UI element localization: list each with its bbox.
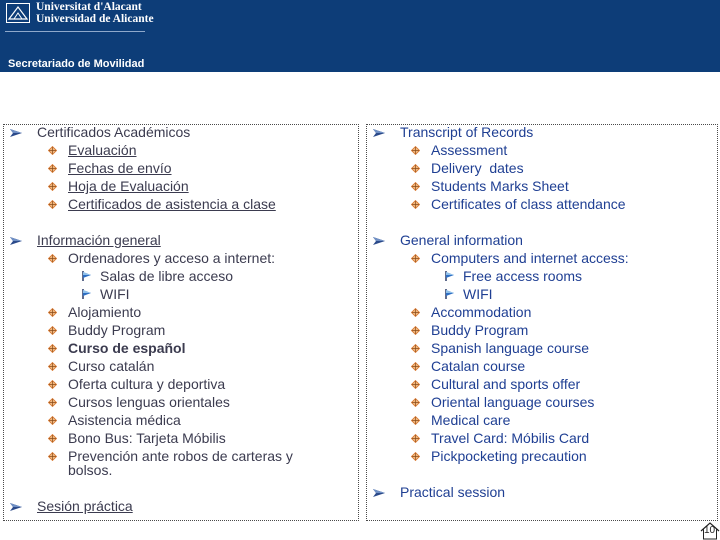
- arrow-icon: [9, 502, 23, 512]
- list-item: Asistencia médica: [68, 412, 181, 428]
- diamond-icon: [411, 416, 420, 425]
- university-name-spanish: Universidad de Alicante: [36, 13, 154, 25]
- link-hoja-evaluacion[interactable]: Hoja de Evaluación: [68, 178, 189, 194]
- list-item: Prevención ante robos de carteras y: [68, 448, 293, 464]
- sub-item-salas: Salas de libre acceso: [100, 268, 234, 284]
- diamond-icon: [48, 182, 57, 191]
- section-title-practical: Practical session: [400, 484, 506, 500]
- diamond-icon: [48, 344, 57, 353]
- department-title: Secretariado de Movilidad: [8, 58, 145, 70]
- diamond-icon: [411, 362, 420, 371]
- diamond-icon: [411, 326, 420, 335]
- list-item: Buddy Program: [431, 322, 529, 338]
- diamond-icon: [411, 182, 420, 191]
- list-item: Delivery dates: [431, 160, 524, 176]
- diamond-icon: [48, 434, 57, 443]
- flag-icon: [81, 288, 93, 300]
- section-title-records: Transcript of Records: [400, 124, 534, 140]
- header-banner: [0, 0, 720, 72]
- diamond-icon: [411, 452, 420, 461]
- diamond-icon: [48, 200, 57, 209]
- arrow-icon: [372, 236, 386, 246]
- link-informacion-general[interactable]: Información general: [37, 232, 161, 248]
- page-number: 10: [704, 525, 716, 536]
- arrow-icon: [9, 236, 23, 246]
- list-item: Cultural and sports offer: [431, 376, 581, 392]
- arrow-icon: [372, 488, 386, 498]
- header-divider: [5, 31, 145, 32]
- list-item-continuation: bolsos.: [68, 462, 113, 478]
- diamond-icon: [411, 254, 420, 263]
- list-item: Cursos lenguas orientales: [68, 394, 230, 410]
- list-item: Accommodation: [431, 304, 532, 320]
- diamond-icon: [48, 380, 57, 389]
- arrow-icon: [9, 128, 23, 138]
- flag-icon: [81, 270, 93, 282]
- diamond-icon: [411, 380, 420, 389]
- arrow-icon: [372, 128, 386, 138]
- list-item: Oriental language courses: [431, 394, 595, 410]
- link-sesion-practica[interactable]: Sesión práctica: [37, 498, 133, 514]
- list-item: Alojamiento: [68, 304, 142, 320]
- diamond-icon: [411, 146, 420, 155]
- university-name-valencian: Universitat d'Alacant: [36, 1, 142, 13]
- diamond-icon: [48, 164, 57, 173]
- sub-item-wifi: WIFI: [463, 286, 493, 302]
- diamond-icon: [48, 452, 57, 461]
- list-item: Pickpocketing precaution: [431, 448, 587, 464]
- diamond-icon: [411, 308, 420, 317]
- section-title-general-info: General information: [400, 232, 523, 248]
- flag-icon: [444, 270, 456, 282]
- list-item-internet: Computers and internet access:: [431, 250, 629, 266]
- list-item: Buddy Program: [68, 322, 166, 338]
- list-item: Certificates of class attendance: [431, 196, 626, 212]
- diamond-icon: [411, 344, 420, 353]
- flag-icon: [444, 288, 456, 300]
- list-item: Assessment: [431, 142, 508, 158]
- diamond-icon: [48, 146, 57, 155]
- list-item-internet: Ordenadores y acceso a internet:: [68, 250, 276, 266]
- section-title-records: Certificados Académicos: [37, 124, 191, 140]
- list-item: Bono Bus: Tarjeta Móbilis: [68, 430, 226, 446]
- sub-item-wifi: WIFI: [100, 286, 130, 302]
- diamond-icon: [48, 308, 57, 317]
- link-fechas-envio[interactable]: Fechas de envío: [68, 160, 172, 176]
- list-item: Spanish language course: [431, 340, 590, 356]
- list-item: Catalan course: [431, 358, 526, 374]
- list-item: Medical care: [431, 412, 511, 428]
- diamond-icon: [48, 326, 57, 335]
- list-item: Travel Card: Móbilis Card: [431, 430, 590, 446]
- diamond-icon: [411, 398, 420, 407]
- diamond-icon: [411, 200, 420, 209]
- list-item-highlight: Curso de español: [68, 340, 186, 356]
- diamond-icon: [48, 362, 57, 371]
- list-item: Curso catalán: [68, 358, 155, 374]
- sub-item-free-rooms: Free access rooms: [463, 268, 583, 284]
- diamond-icon: [411, 434, 420, 443]
- diamond-icon: [48, 398, 57, 407]
- link-evaluacion[interactable]: Evaluación: [68, 142, 137, 158]
- diamond-icon: [48, 416, 57, 425]
- diamond-icon: [48, 254, 57, 263]
- list-item: Oferta cultura y deportiva: [68, 376, 226, 392]
- diamond-icon: [411, 164, 420, 173]
- list-item: Students Marks Sheet: [431, 178, 569, 194]
- university-logo-icon: [6, 3, 30, 23]
- link-certificados-asistencia[interactable]: Certificados de asistencia a clase: [68, 196, 276, 212]
